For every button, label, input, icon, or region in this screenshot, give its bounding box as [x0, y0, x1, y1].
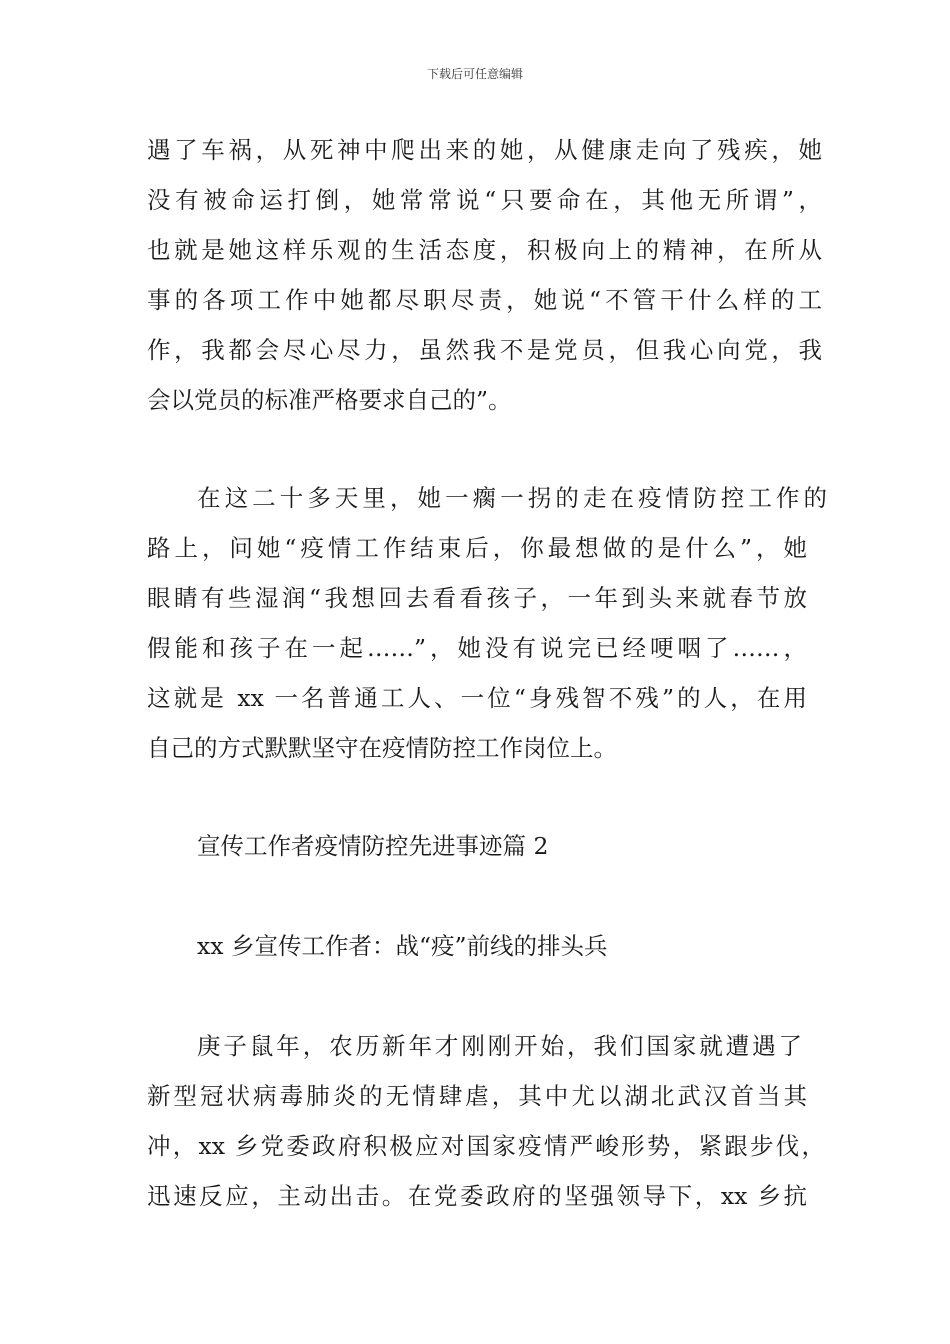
paragraph-3-line-4: 迅速反应，主动出击。在党委政府的坚强领导下，xx 乡抗	[147, 1182, 807, 1210]
page-header: 下载后可任意编辑	[426, 67, 523, 81]
paragraph-3-line-2: 新型冠状病毒肺炎的无情肆虐，其中尤以湖北武汉首当其	[147, 1082, 807, 1110]
paragraph-1-line-3: 也就是她这样乐观的生活态度，积极向上的精神，在所从	[147, 236, 822, 264]
article-title: xx 乡宣传工作者：战“疫”前线的排头兵	[197, 932, 608, 960]
paragraph-2-line-2: 路上，问她“疫情工作结束后，你最想做的是什么”，她	[147, 534, 807, 562]
section-heading: 宣传工作者疫情防控先进事迹篇 2	[197, 832, 549, 860]
paragraph-1-line-5: 作，我都会尽心尽力，虽然我不是党员，但我心向党，我	[147, 336, 822, 364]
paragraph-2-line-6: 自己的方式默默坚守在疫情防控工作岗位上。	[147, 734, 617, 762]
paragraph-1-line-4: 事的各项工作中她都尽职尽责，她说“不管干什么样的工	[147, 286, 822, 314]
paragraph-2-line-5: 这就是 xx 一名普通工人、一位“身残智不残”的人，在用	[147, 684, 807, 712]
paragraph-2-line-4: 假能和孩子在一起……”，她没有说完已经哽咽了……，	[147, 634, 807, 662]
paragraph-3-line-1: 庚子鼠年，农历新年才刚刚开始，我们国家就遭遇了	[197, 1032, 802, 1060]
paragraph-2-line-3: 眼睛有些湿润“我想回去看看孩子，一年到头来就春节放	[147, 584, 807, 612]
paragraph-1-line-1: 遇了车祸，从死神中爬出来的她，从健康走向了残疾，她	[147, 136, 822, 164]
paragraph-2-line-1: 在这二十多天里，她一瘸一拐的走在疫情防控工作的	[197, 484, 827, 512]
paragraph-1-line-6: 会以党员的标准严格要求自己的”。	[147, 386, 512, 414]
paragraph-1-line-2: 没有被命运打倒，她常常说“只要命在，其他无所谓”，	[147, 186, 822, 214]
paragraph-3-line-3: 冲，xx 乡党委政府积极应对国家疫情严峻形势，紧跟步伐，	[147, 1132, 825, 1160]
